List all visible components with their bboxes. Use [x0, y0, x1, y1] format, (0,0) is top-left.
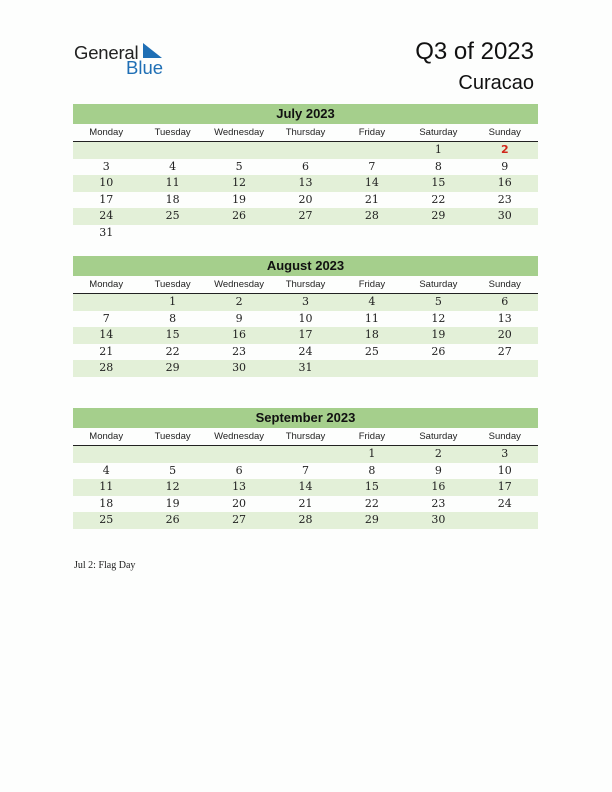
- day-cell: 12: [431, 311, 446, 325]
- empty-day-cell: [405, 360, 471, 377]
- week-row: [73, 142, 538, 159]
- empty-day-cell: [139, 446, 205, 463]
- month-header: July 2023: [73, 104, 538, 124]
- day-cell: 23: [232, 344, 247, 358]
- day-cell: 13: [497, 311, 512, 325]
- empty-day-cell: [272, 142, 338, 159]
- day-cell: 19: [431, 328, 446, 341]
- day-cell: 15: [364, 480, 379, 493]
- weekday-label: Friday: [358, 431, 386, 442]
- weekday-label: Tuesday: [154, 127, 191, 138]
- day-cell: 27: [232, 513, 247, 526]
- weekday-label: Monday: [89, 127, 124, 138]
- empty-day-cell: [206, 142, 272, 159]
- empty-day-cell: [405, 225, 471, 242]
- empty-day-cell: [272, 225, 338, 242]
- day-cell: 10: [298, 311, 313, 325]
- weekday-label: Friday: [358, 127, 386, 138]
- generalblue-logo: [74, 42, 174, 78]
- week-row: [73, 175, 538, 192]
- day-cell: 17: [298, 328, 313, 341]
- day-cell: 10: [497, 463, 512, 477]
- holiday-day-cell: 2: [500, 143, 509, 156]
- day-cell: 8: [368, 463, 376, 477]
- weekday-label: Thursday: [285, 279, 326, 290]
- day-cell: 3: [102, 159, 110, 173]
- holiday-note: Jul 2: Flag Day: [74, 560, 136, 571]
- weekday-label: Wednesday: [214, 127, 265, 138]
- day-cell: 31: [99, 225, 114, 239]
- day-cell: 7: [301, 463, 309, 477]
- week-row: [73, 496, 538, 513]
- day-cell: 27: [298, 209, 313, 222]
- empty-day-cell: [339, 360, 405, 377]
- empty-day-cell: [472, 225, 538, 242]
- week-row: [73, 512, 538, 529]
- day-cell: 8: [169, 311, 177, 325]
- day-cell: 12: [232, 176, 247, 189]
- weekday-label: Sunday: [488, 431, 521, 442]
- day-cell: 24: [99, 209, 114, 222]
- day-cell: 28: [364, 209, 379, 222]
- day-cell: 1: [169, 295, 177, 308]
- weekday-header-row: [73, 428, 538, 446]
- day-cell: 7: [368, 159, 376, 173]
- weekday-label: Sunday: [488, 279, 521, 290]
- empty-day-cell: [272, 446, 338, 463]
- day-cell: 25: [165, 209, 180, 222]
- weekday-label: Monday: [89, 431, 124, 442]
- day-cell: 13: [298, 176, 313, 189]
- day-cell: 30: [232, 361, 247, 374]
- day-cell: 6: [301, 159, 309, 173]
- day-cell: 7: [102, 311, 110, 325]
- weekday-label: Thursday: [285, 127, 326, 138]
- day-cell: 19: [232, 192, 247, 206]
- day-cell: 10: [99, 176, 114, 189]
- empty-day-cell: [472, 360, 538, 377]
- week-row: [73, 192, 538, 209]
- day-cell: 4: [368, 295, 376, 308]
- day-cell: 16: [497, 176, 512, 189]
- weekday-label: Wednesday: [214, 431, 265, 442]
- weekday-label: Thursday: [285, 431, 326, 442]
- day-cell: 3: [301, 295, 309, 308]
- day-cell: 5: [235, 159, 243, 173]
- day-cell: 2: [235, 295, 243, 308]
- weekday-label: Tuesday: [154, 279, 191, 290]
- day-cell: 23: [431, 496, 446, 510]
- day-cell: 22: [165, 344, 180, 358]
- week-row: [73, 294, 538, 311]
- day-cell: 4: [102, 463, 110, 477]
- day-cell: 1: [368, 447, 376, 460]
- week-row: [73, 225, 538, 242]
- day-cell: 14: [364, 176, 379, 189]
- day-cell: 31: [298, 361, 313, 374]
- day-cell: 16: [232, 328, 247, 341]
- day-cell: 18: [99, 496, 114, 510]
- day-cell: 18: [165, 192, 180, 206]
- week-row: [73, 159, 538, 176]
- day-cell: 14: [298, 480, 313, 493]
- day-cell: 19: [165, 496, 180, 510]
- day-cell: 27: [497, 344, 512, 358]
- day-cell: 20: [298, 192, 313, 206]
- day-cell: 22: [364, 496, 379, 510]
- empty-day-cell: [472, 512, 538, 529]
- day-cell: 11: [99, 480, 114, 493]
- day-cell: 20: [232, 496, 247, 510]
- day-cell: 15: [165, 328, 180, 341]
- week-row: [73, 446, 538, 463]
- page-subtitle: Curacao: [458, 72, 534, 94]
- day-cell: 21: [298, 496, 313, 510]
- day-cell: 25: [99, 513, 114, 526]
- day-cell: 14: [99, 328, 114, 341]
- empty-day-cell: [73, 142, 139, 159]
- empty-day-cell: [339, 225, 405, 242]
- day-cell: 15: [431, 176, 446, 189]
- day-cell: 26: [232, 209, 247, 222]
- empty-day-cell: [139, 225, 205, 242]
- month-block: [73, 256, 538, 377]
- weekday-header-row: [73, 276, 538, 294]
- month-header: September 2023: [73, 408, 538, 428]
- weekday-label: Friday: [358, 279, 386, 290]
- day-cell: 24: [497, 496, 512, 510]
- day-cell: 23: [497, 192, 512, 206]
- weekday-label: Wednesday: [214, 279, 265, 290]
- day-cell: 12: [165, 480, 180, 493]
- day-cell: 29: [431, 209, 446, 222]
- week-row: [73, 344, 538, 361]
- day-cell: 24: [298, 344, 313, 358]
- day-cell: 29: [165, 361, 180, 374]
- day-cell: 18: [364, 328, 379, 341]
- empty-day-cell: [73, 294, 139, 311]
- weekday-header-row: [73, 124, 538, 142]
- empty-day-cell: [206, 446, 272, 463]
- empty-day-cell: [206, 225, 272, 242]
- weekday-label: Saturday: [419, 127, 458, 138]
- day-cell: 2: [434, 447, 442, 460]
- page-title: Q3 of 2023: [415, 38, 534, 65]
- day-cell: 9: [434, 463, 442, 477]
- month-block: [73, 408, 538, 529]
- day-cell: 28: [298, 513, 313, 526]
- day-cell: 13: [232, 480, 247, 493]
- day-cell: 17: [99, 192, 114, 206]
- day-cell: 6: [501, 295, 509, 308]
- day-cell: 30: [431, 513, 446, 526]
- weekday-label: Sunday: [488, 127, 521, 138]
- weekday-label: Monday: [89, 279, 124, 290]
- month-header: August 2023: [73, 256, 538, 276]
- week-row: [73, 327, 538, 344]
- day-cell: 21: [364, 192, 379, 206]
- day-cell: 6: [235, 463, 243, 477]
- day-cell: 4: [169, 159, 177, 173]
- day-cell: 5: [434, 295, 442, 308]
- day-cell: 22: [431, 192, 446, 206]
- day-cell: 21: [99, 344, 114, 358]
- week-row: [73, 311, 538, 328]
- empty-day-cell: [139, 142, 205, 159]
- week-row: [73, 463, 538, 480]
- empty-day-cell: [339, 142, 405, 159]
- week-row: [73, 479, 538, 496]
- empty-day-cell: [73, 446, 139, 463]
- day-cell: 3: [501, 447, 509, 460]
- logo-text-blue: Blue: [126, 57, 164, 78]
- day-cell: 11: [364, 311, 379, 325]
- logo-text-general: General: [74, 42, 139, 63]
- week-row: [73, 208, 538, 225]
- weekday-label: Saturday: [419, 431, 458, 442]
- day-cell: 9: [235, 311, 243, 325]
- day-cell: 9: [501, 159, 509, 173]
- day-cell: 16: [431, 480, 446, 493]
- day-cell: 30: [497, 209, 512, 222]
- day-cell: 8: [434, 159, 442, 173]
- day-cell: 1: [434, 143, 442, 156]
- day-cell: 29: [364, 513, 379, 526]
- month-block: [73, 104, 538, 241]
- week-row: [73, 360, 538, 377]
- weekday-label: Saturday: [419, 279, 458, 290]
- day-cell: 26: [431, 344, 446, 358]
- day-cell: 17: [497, 480, 512, 493]
- weekday-label: Tuesday: [154, 431, 191, 442]
- day-cell: 28: [99, 361, 114, 374]
- day-cell: 20: [497, 328, 512, 341]
- day-cell: 5: [169, 463, 177, 477]
- day-cell: 11: [165, 176, 180, 189]
- day-cell: 26: [165, 513, 180, 526]
- day-cell: 25: [364, 344, 379, 358]
